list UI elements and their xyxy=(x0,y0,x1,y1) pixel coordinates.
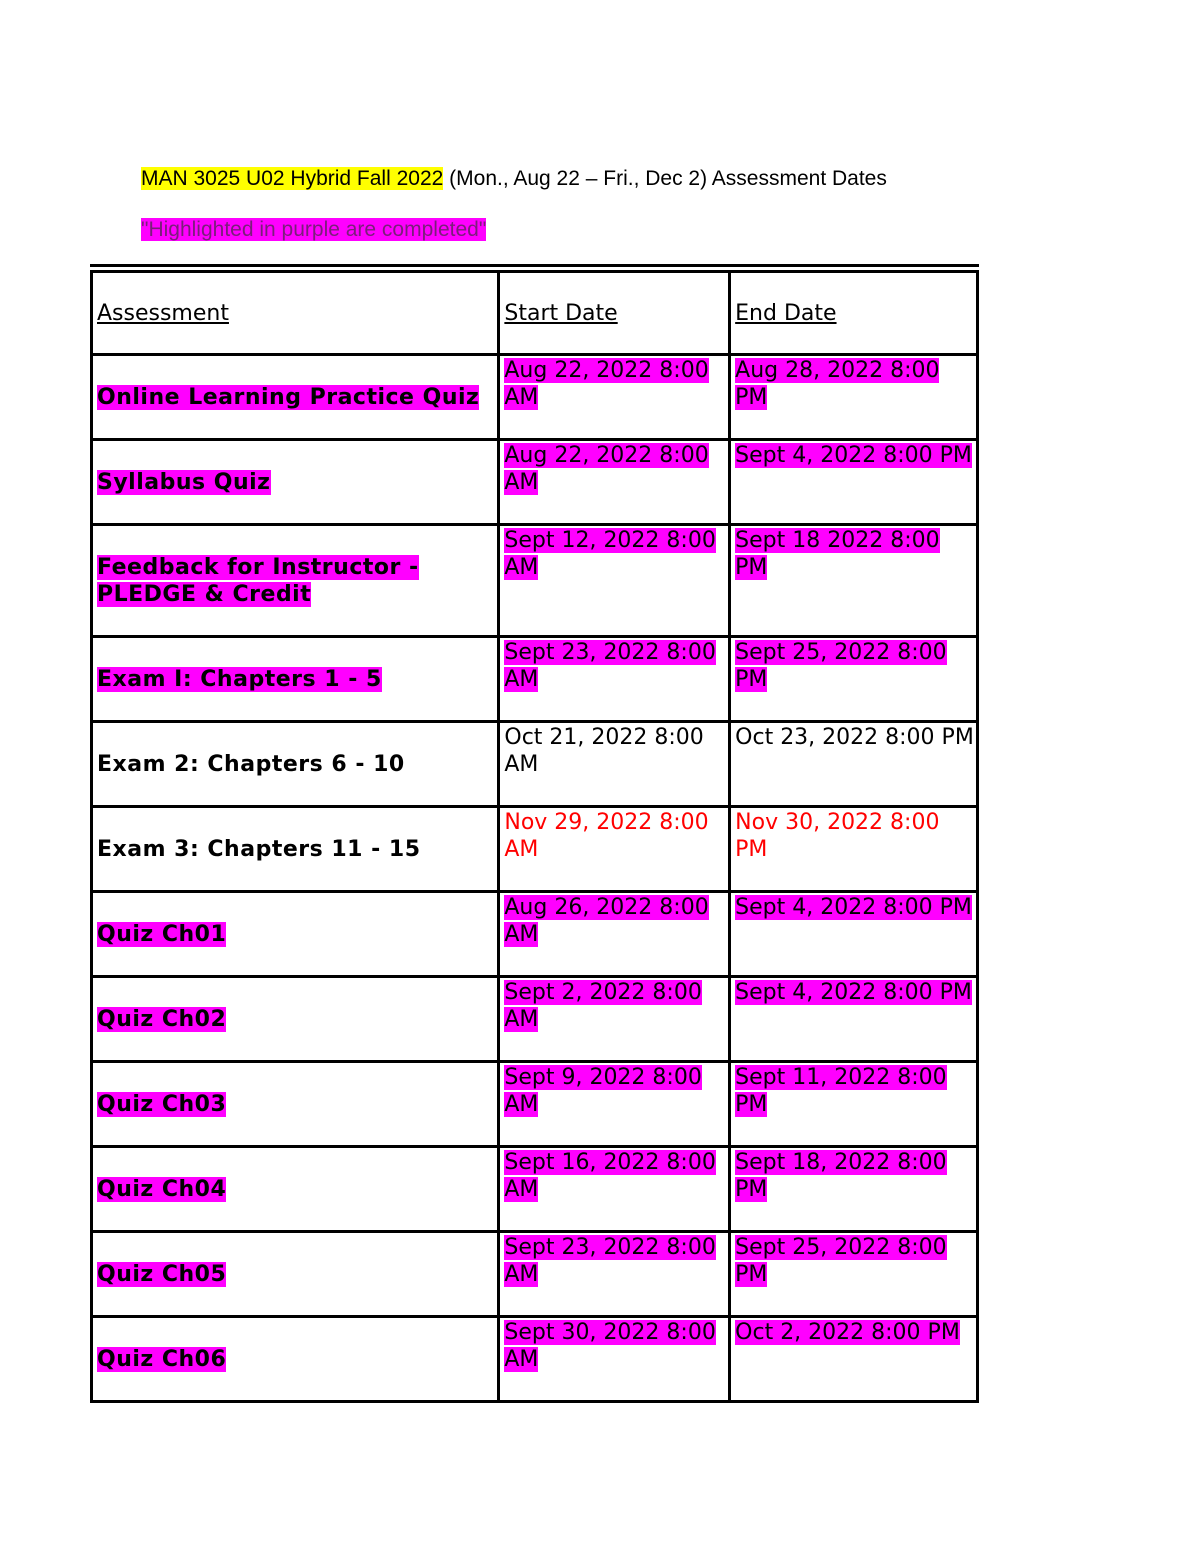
table-row xyxy=(92,892,978,977)
table-row xyxy=(92,637,978,722)
table-header-row xyxy=(92,272,978,355)
assessment-cell xyxy=(92,1062,499,1147)
table-row xyxy=(92,1317,978,1402)
start-date-cell-text: Sept 23, 2022 8:00 AM xyxy=(504,1235,716,1287)
start-date-cell-text: Sept 9, 2022 8:00 AM xyxy=(504,1065,702,1117)
assessment-cell xyxy=(92,1232,499,1317)
start-date-cell-text: Sept 12, 2022 8:00 AM xyxy=(504,528,716,580)
assessment-cell-text: Quiz Ch01 xyxy=(97,921,227,947)
header-assessment xyxy=(92,272,499,355)
assessment-cell-text: Quiz Ch05 xyxy=(97,1261,227,1287)
end-date-cell-text: Sept 11, 2022 8:00 PM xyxy=(735,1065,947,1117)
assessment-cell-text: Quiz Ch02 xyxy=(97,1006,227,1032)
start-date-cell xyxy=(499,1147,730,1232)
assessment-cell xyxy=(92,1317,499,1402)
schedule-table-container xyxy=(90,264,979,1403)
start-date-cell xyxy=(499,1232,730,1317)
title-rest: (Mon., Aug 22 – Fri., Dec 2) Assessment Dates xyxy=(443,167,887,190)
assessment-cell xyxy=(92,525,499,637)
end-date-cell-text: Nov 30, 2022 8:00 PM xyxy=(735,810,940,862)
assessment-cell-text: Exam 2: Chapters 6 - 10 xyxy=(97,751,405,777)
end-date-cell xyxy=(730,892,978,977)
assessment-cell-text: Quiz Ch06 xyxy=(97,1346,227,1372)
end-date-cell-text: Sept 18, 2022 8:00 PM xyxy=(735,1150,947,1202)
assessment-cell-text: Feedback for Instructor - PLEDGE & Credit xyxy=(97,554,419,607)
table-row xyxy=(92,1232,978,1317)
start-date-cell xyxy=(499,525,730,637)
end-date-cell xyxy=(730,525,978,637)
end-date-cell-text: Sept 25, 2022 8:00 PM xyxy=(735,1235,947,1287)
course-name: MAN 3025 U02 Hybrid Fall 2022 xyxy=(141,167,444,190)
start-date-cell xyxy=(499,722,730,807)
assessment-cell xyxy=(92,637,499,722)
table-row xyxy=(92,355,978,440)
start-date-cell xyxy=(499,977,730,1062)
end-date-cell xyxy=(730,1232,978,1317)
assessment-cell xyxy=(92,722,499,807)
assessment-cell xyxy=(92,1147,499,1232)
start-date-cell-text: Aug 22, 2022 8:00 AM xyxy=(504,443,709,495)
end-date-cell xyxy=(730,977,978,1062)
end-date-cell xyxy=(730,722,978,807)
start-date-cell-text: Sept 23, 2022 8:00 AM xyxy=(504,640,716,692)
start-date-cell-text: Aug 22, 2022 8:00 AM xyxy=(504,358,709,410)
end-date-cell-text: Sept 4, 2022 8:00 PM xyxy=(735,443,972,468)
header-end-date-label: End Date xyxy=(735,300,837,326)
end-date-cell xyxy=(730,637,978,722)
assessment-cell xyxy=(92,440,499,525)
end-date-cell-text: Sept 18 2022 8:00 PM xyxy=(735,528,940,580)
start-date-cell-text: Nov 29, 2022 8:00 AM xyxy=(504,810,709,862)
start-date-cell xyxy=(499,637,730,722)
legend-note xyxy=(141,216,486,244)
end-date-cell xyxy=(730,1062,978,1147)
start-date-cell xyxy=(499,807,730,892)
assessment-schedule-table xyxy=(90,270,979,1403)
end-date-cell xyxy=(730,807,978,892)
header-assessment-label: Assessment xyxy=(97,300,229,326)
end-date-cell xyxy=(730,1147,978,1232)
header-start-date xyxy=(499,272,730,355)
table-row xyxy=(92,807,978,892)
assessment-cell-text: Online Learning Practice Quiz xyxy=(97,384,480,410)
table-row xyxy=(92,525,978,637)
table-row xyxy=(92,977,978,1062)
assessment-cell-text: Exam 3: Chapters 11 - 15 xyxy=(97,836,421,862)
start-date-cell-text: Sept 2, 2022 8:00 AM xyxy=(504,980,702,1032)
start-date-cell-text: Oct 21, 2022 8:00 AM xyxy=(504,725,704,777)
end-date-cell-text: Sept 4, 2022 8:00 PM xyxy=(735,895,972,920)
assessment-cell xyxy=(92,977,499,1062)
start-date-cell xyxy=(499,1317,730,1402)
assessment-cell-text: Syllabus Quiz xyxy=(97,469,271,495)
end-date-cell xyxy=(730,355,978,440)
start-date-cell-text: Sept 30, 2022 8:00 AM xyxy=(504,1320,716,1372)
table-row xyxy=(92,1062,978,1147)
start-date-cell xyxy=(499,355,730,440)
start-date-cell xyxy=(499,1062,730,1147)
start-date-cell-text: Sept 16, 2022 8:00 AM xyxy=(504,1150,716,1202)
table-row xyxy=(92,722,978,807)
end-date-cell-text: Oct 23, 2022 8:00 PM xyxy=(735,725,974,750)
assessment-cell xyxy=(92,892,499,977)
assessment-cell xyxy=(92,807,499,892)
start-date-cell xyxy=(499,892,730,977)
end-date-cell xyxy=(730,1317,978,1402)
assessment-cell-text: Exam I: Chapters 1 - 5 xyxy=(97,666,382,692)
header-end-date xyxy=(730,272,978,355)
end-date-cell-text: Aug 28, 2022 8:00 PM xyxy=(735,358,940,410)
end-date-cell-text: Oct 2, 2022 8:00 PM xyxy=(735,1320,960,1345)
end-date-cell-text: Sept 25, 2022 8:00 PM xyxy=(735,640,947,692)
assessment-cell-text: Quiz Ch03 xyxy=(97,1091,227,1117)
start-date-cell xyxy=(499,440,730,525)
legend-note-text: "Highlighted in purple are completed" xyxy=(141,218,487,241)
end-date-cell-text: Sept 4, 2022 8:00 PM xyxy=(735,980,972,1005)
assessment-cell-text: Quiz Ch04 xyxy=(97,1176,227,1202)
end-date-cell xyxy=(730,440,978,525)
assessment-cell xyxy=(92,355,499,440)
table-row xyxy=(92,440,978,525)
start-date-cell-text: Aug 26, 2022 8:00 AM xyxy=(504,895,709,947)
document-title xyxy=(141,165,887,193)
header-start-date-label: Start Date xyxy=(504,300,618,326)
table-row xyxy=(92,1147,978,1232)
